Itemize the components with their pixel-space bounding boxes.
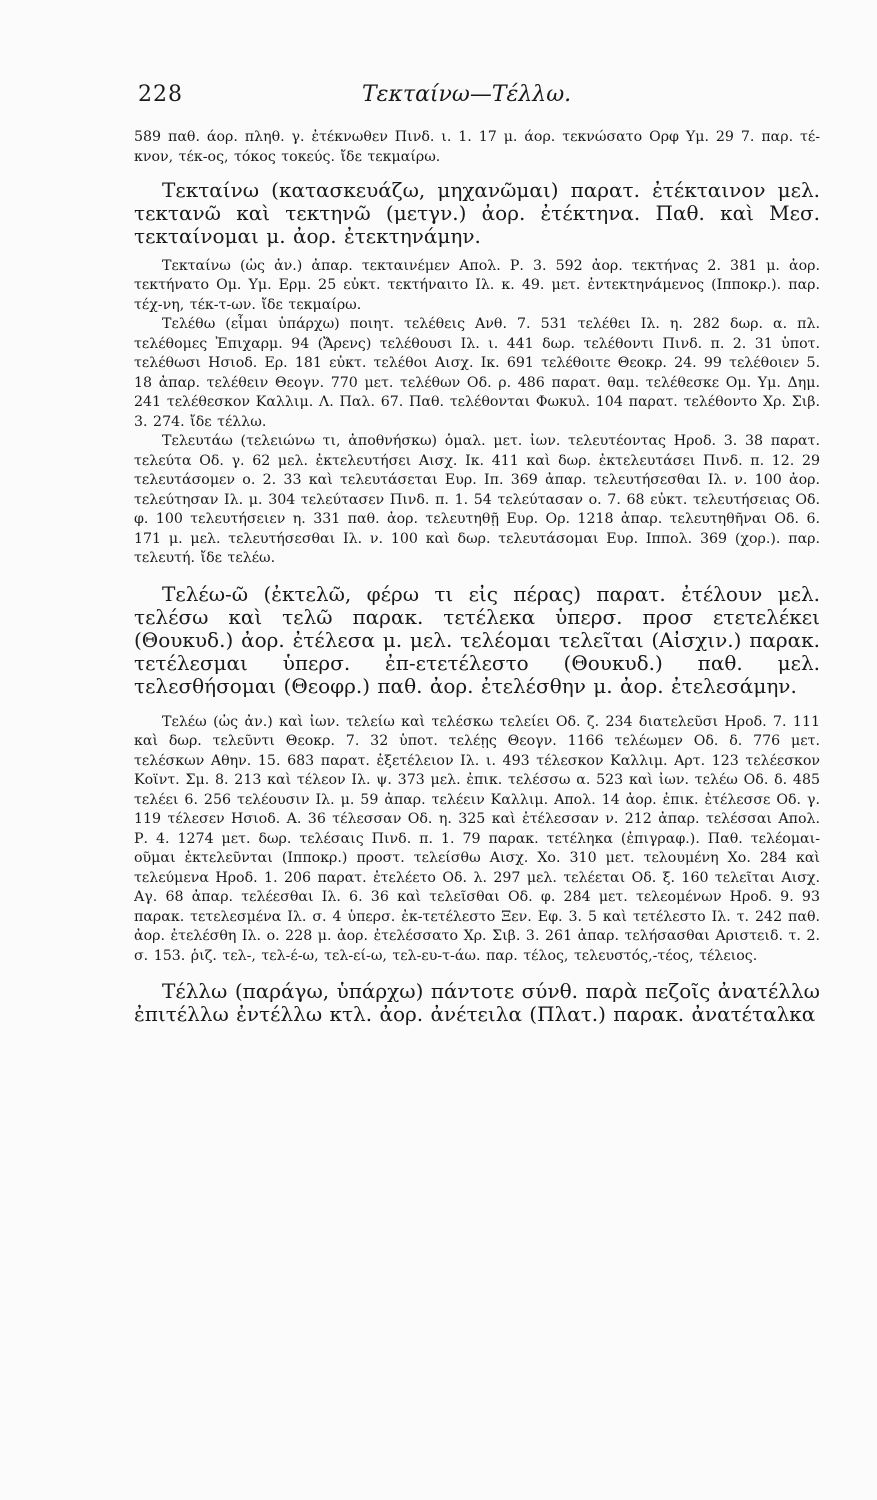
entry-tello: Τέλλω (παράγω, ὑπάρχω) πάντοτε σύνθ. παρὰ πεζοῖς ἀνατέλλω ἐπιτέλλω ἐντέλλω κτλ. ἀορ. ἀνέτειλα (Πλατ.) παρακ. ἀνατέταλκα	[134, 979, 820, 1027]
entry-telethō: Τελέθω (εἶμαι ὑπάρχω) ποιητ. τελέθεις Ανθ. 7. 531 τελέθει Ιλ. η. 282 δωρ. α. πλ. τελέθομες Ἐπιχαρμ. 94 (Ἄρενς) τελέθουσι Ιλ. ι. 441 δωρ. τελέθοντι Πινδ. π. 2. 31 ὑποτ. τελέθωσι Ησιοδ. Ερ. 181 εὐκτ. τελέθοι Αισχ. Ικ. 691 τελέθοιτε Θεοκρ. 24. 99 τελέθοιεν 5. 18 ἀπαρ. τελέθειν Θεογν. 770 μετ. τελέθων Οδ. ρ. 486 παρατ. θαμ. τελέθεσκε Ομ. Υμ. Δημ. 241 τελέθεσκον Καλλιμ. Λ. Παλ. 67. Παθ. τελέθονται Φωκυλ. 104 παρατ. τελέθοντο Χρ. Σιβ. 3. 274. ἴδε τέλλω.	[134, 316, 820, 430]
entry-tektaino-forms: Τεκταίνω (ὡς ἀν.) ἀπαρ. τεκταινέμεν Απολ. Ρ. 3. 592 ἀορ. τεκτήνας 2. 381 μ. ἀορ. τεκτήνατο Ομ. Υμ. Ερμ. 25 εὐκτ. τεκτήναιτο Ιλ. κ. 49. μετ. ἐντεκτηνάμενος (Ιπποκρ.). παρ. τέχ-νη, τέκ-τ-ων. ἴδε τεκμαίρω.	[134, 257, 820, 313]
page-header	[138, 82, 818, 118]
page-body	[134, 128, 820, 1027]
entry-teleo-forms: Τελέω (ὡς ἀν.) καὶ ἰων. τελείω καὶ τελέσκω τελείει Οδ. ζ. 234 διατελεῦσι Ηροδ. 7. 111 καὶ δωρ. τελεῦντι Θεοκρ. 7. 32 ὑποτ. τελέῃς Θεογν. 1166 τελέωμεν Οδ. δ. 776 μετ. τελέσκων Αθην. 15. 683 παρατ. ἐξετέλειον Ιλ. ι. 493 τέλεσκον Καλλιμ. Αρτ. 123 τελέεσκον Κοϊντ. Σμ. 8. 213 καὶ τέλεον Ιλ. ψ. 373 μελ. ἐπικ. τελέσσω α. 523 καὶ ἰων. τελέω Οδ. δ. 485 τελέει 6. 256 τελέουσιν Ιλ. μ. 59 ἀπαρ. τελέειν Καλλιμ. Απολ. 14 ἀορ. ἐπικ. ἐτέλεσσε Οδ. γ. 119 τέλεσεν Ησιοδ. Α. 36 τέλεσσαν Οδ. η. 325 καὶ ἐτέλεσσαν ν. 212 ἀπαρ. τελέσσαι Απολ. Ρ. 4. 1274 μετ. δωρ. τελέσαις Πινδ. π. 1. 79 παρακ. τετέληκα (ἐπιγραφ.). Παθ. τελέομαι-οῦμαι ἐκτελεῦνται (Ιπποκρ.) προστ. τελείσθω Αισχ. Χο. 310 μετ. τελουμένη Χο. 284 καὶ τελεύμενα Ηροδ. 1. 206 παρατ. ἐτελέετο Οδ. λ. 297 μελ. τελέεται Οδ. ξ. 160 τελεῖται Αισχ. Αγ. 68 ἀπαρ. τελέεσθαι Ιλ. 6. 36 καὶ τελεῖσθαι Οδ. φ. 284 μετ. τελεομένων Ηροδ. 9. 93 παρακ. τετελεσμένα Ιλ. σ. 4 ὑπερσ. ἐκ-τετέλεστο Ξεν. Εφ. 3. 5 καὶ τετέλεστο Ιλ. τ. 242 παθ. ἀορ. ἐτελέσθη Ιλ. ο. 228 μ. ἀορ. ἐτελέσσατο Χρ. Σιβ. 3. 261 ἀπαρ. τελήσασθαι Αριστειδ. τ. 2. σ. 153. ῥιζ. τελ-, τελ-έ-ω, τελ-εί-ω, τελ-ευ-τ-άω. παρ. τέλος, τελευστός,-τέος, τέλειος.	[134, 713, 820, 964]
entry-teleo: Τελέω-ῶ (ἐκτελῶ, φέρω τι εἰς πέρας) παρατ. ἐτέλουν μελ. τελέσω καὶ τελῶ παρακ. τετέλεκα ὑπερσ. προσ ετετελέκει (Θουκυδ.) ἀορ. ἐτέλεσα μ. μελ. τελέομαι τελεῖται (Αἰσχιν.) παρακ. τετέλεσμαι ὑπερσ. ἐπ-ετετέλεστο (Θουκυδ.) παθ. μελ. τελεσθήσομαι (Θεοφρ.) παθ. ἀορ. ἐτελέσθην μ. ἀορ. ἐτελεσάμην.	[134, 581, 820, 699]
entry-teleutao: Τελευτάω (τελειώνω τι, ἀποθνήσκω) ὁμαλ. μετ. ἰων. τελευτέοντας Ηροδ. 3. 38 παρατ. τελεύτα Οδ. γ. 62 μελ. ἐκτελευτήσει Αισχ. Ικ. 411 καὶ δωρ. ἐκτελευτάσει Πινδ. π. 12. 29 τελευτάσομεν ο. 2. 33 καὶ τελευτάσεται Ευρ. Ιπ. 369 ἀπαρ. τελευτήσεσθαι Ιλ. ν. 100 ἀορ. τελεύτησαν Ιλ. μ. 304 τελεύτασεν Πινδ. π. 1. 54 τελεύτασαν ο. 7. 68 εὐκτ. τελευτήσειας Οδ. φ. 100 τελευτήσειεν η. 331 παθ. ἀορ. τελευτηθῇ Ευρ. Ορ. 1218 ἀπαρ. τελευτηθῆναι Οδ. 6. 171 μ. μελ. τελευτήσεσθαι Ιλ. ν. 100 καὶ δωρ. τελευτάσομαι Ευρ. Ιππολ. 369 (χορ.). παρ. τελευτή. ἴδε τελέω.	[134, 433, 820, 567]
entry-continuation: 589 παθ. άορ. πληθ. γ. ἐτέκνωθεν Πινδ. ι. 1. 17 μ. άορ. τεκνώσατο Ορφ Υμ. 29 7. παρ. τέ-κνον, τέκ-ος, τόκος τοκεύς. ἴδε τεκμαίρω.	[134, 129, 820, 165]
entry-tektaino: Τεκταίνω (κατασκευάζω, μηχανῶμαι) παρατ. ἐτέκταινον μελ. τεκτανῶ καὶ τεκτηνῶ (μετγν.) ἀορ. ἐτέκτηνα. Παθ. καὶ Μεσ. τεκταίνομαι μ. ἀορ. ἐτεκτηνάμην.	[134, 178, 820, 249]
page-number: 228	[138, 82, 183, 107]
running-head: Τεκταίνω—Τέλλω.	[362, 82, 572, 107]
